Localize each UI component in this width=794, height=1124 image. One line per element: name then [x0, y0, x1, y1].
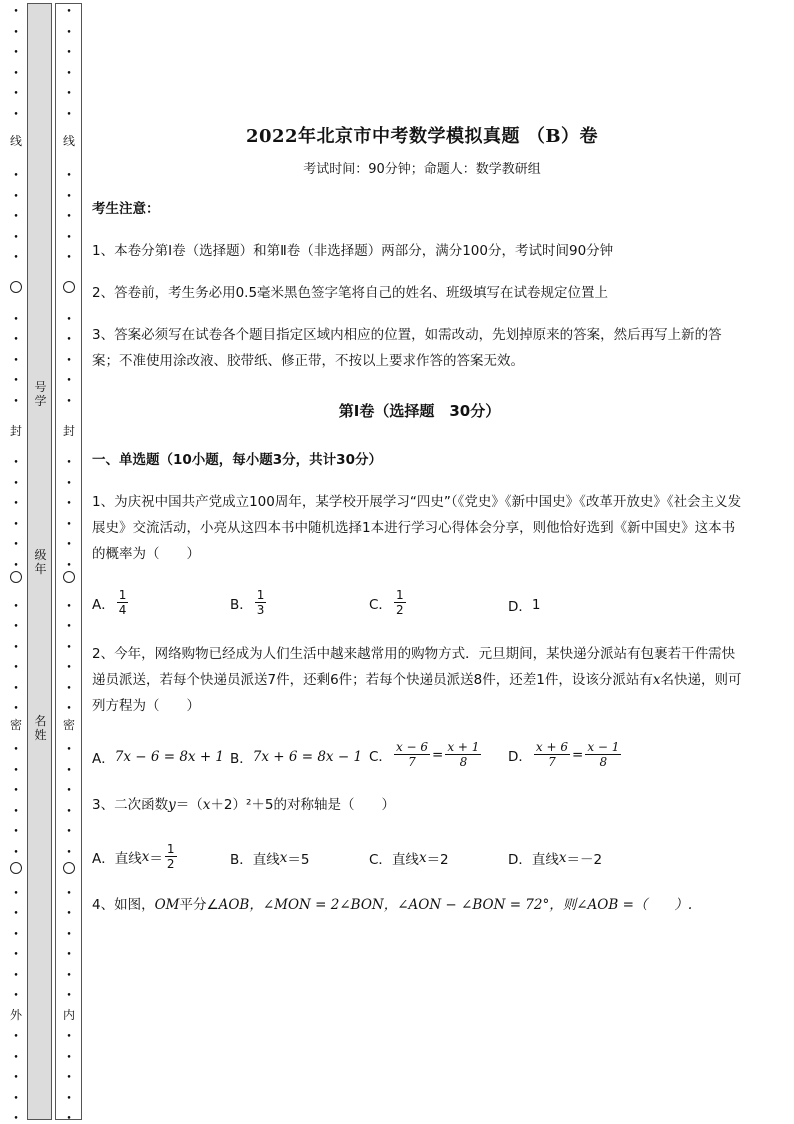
- binding-dot: •: [66, 888, 72, 899]
- binding-dot: •: [66, 27, 72, 38]
- q2-option-c: C． $\frac{x - 6}{7}$ = $\frac{x + 1}{8}$: [369, 740, 480, 769]
- binding-dot: •: [13, 48, 19, 58]
- part-heading: 一、单选题（10小题，每小题3分，共计30分）: [92, 452, 382, 468]
- fraction: $\frac{x - 6}{7}$: [395, 740, 429, 769]
- question-3-stem: 3、二次函数y＝（x＋2）²＋5的对称轴是（ ）: [92, 797, 395, 813]
- binding-dot: •: [66, 704, 72, 714]
- binding-dot: •: [13, 1032, 19, 1042]
- binding-dot: •: [66, 109, 72, 120]
- binding-dot: •: [13, 396, 19, 407]
- binding-dot: •: [13, 478, 19, 489]
- question-1-stem: 1、为庆祝中国共产党成立100周年，某学校开展学习“四史”（《党史》《新中国史》《改革开放史》《社会主义发展史》交流活动，小亮从这四本书中随机选择1本进行学习心得体会分享，则他恰好选到《新中国史》这本书的概率为（ ）: [92, 494, 742, 562]
- binding-dot: •: [66, 89, 72, 99]
- section-title: 第I卷（选择题 30分）: [338, 402, 501, 420]
- fraction: $\frac{x + 6}{7}$: [535, 740, 568, 769]
- binding-dot: •: [13, 663, 19, 673]
- binding-dot: •: [13, 232, 19, 243]
- binding-dot: •: [66, 786, 72, 796]
- binding-dot: •: [13, 745, 19, 755]
- binding-dot: •: [13, 642, 19, 653]
- binding-dot: •: [13, 929, 19, 940]
- binding-dot: •: [66, 48, 72, 58]
- binding-dot: •: [66, 212, 72, 222]
- binding-dot: •: [13, 847, 19, 858]
- binding-dot: •: [66, 929, 72, 940]
- q2-option-d: D． $\frac{x + 6}{7}$ = $\frac{x - 1}{8}$: [508, 740, 620, 769]
- binding-dot: •: [13, 212, 19, 222]
- binding-dot: •: [66, 683, 72, 694]
- binding-dot: •: [13, 970, 19, 981]
- binding-inner-word: 封: [62, 424, 75, 438]
- binding-dot: •: [13, 622, 19, 632]
- notice-heading: 考生注意：: [92, 201, 160, 217]
- fraction: $\frac{1}{2}$: [395, 588, 404, 617]
- q3-option-a: A． 直线 x ＝ $\frac{1}{2}$: [92, 842, 175, 871]
- binding-dot: •: [66, 663, 72, 673]
- binding-outer-word: 封: [9, 424, 22, 438]
- binding-outer-word: 线: [9, 134, 22, 148]
- binding-dot: •: [66, 7, 72, 17]
- binding-dot: •: [13, 458, 19, 468]
- binding-dot: •: [13, 171, 19, 181]
- binding-dot: •: [66, 765, 72, 776]
- binding-circle-icon: [63, 862, 75, 874]
- binding-dot: •: [13, 683, 19, 694]
- binding-dot: •: [66, 806, 72, 817]
- binding-dot: •: [13, 7, 19, 17]
- binding-dot: •: [13, 1114, 19, 1124]
- page-subtitle: 考试时间：90分钟；命题人：数学教研组: [303, 162, 541, 177]
- binding-inner-word: 密: [62, 718, 75, 732]
- binding-dot: •: [66, 970, 72, 981]
- binding-dot: •: [66, 1093, 72, 1104]
- binding-dot: •: [13, 1093, 19, 1104]
- q3-option-d: D． 直线 x ＝－2: [508, 850, 603, 868]
- binding-dot: •: [66, 1073, 72, 1083]
- question-4-stem: 4、如图，OM平分∠AOB，∠MON = 2∠BON，∠AON − ∠BON = 72°，则∠AOB =（ ）.: [92, 897, 693, 913]
- q1-option-a: A． $\frac{1}{4}$: [92, 588, 127, 617]
- binding-dot: •: [66, 478, 72, 489]
- q2-option-a: A． 7x − 6 = 8x + 1: [92, 749, 225, 767]
- binding-dot: •: [13, 909, 19, 919]
- binding-dot: •: [13, 68, 19, 79]
- binding-dot: •: [13, 499, 19, 509]
- binding-dot: •: [66, 909, 72, 919]
- binding-dot: •: [66, 991, 72, 1001]
- binding-dot: •: [66, 355, 72, 366]
- binding-dot-column-inner: [62, 0, 76, 1123]
- notice-item-3: 3、答案必须写在试卷各个题目指定区域内相应的位置，如需改动，先划掉原来的答案，然后再写上新的答案；不准使用涂改液、胶带纸、修正带，不按以上要求作答的答案无效。: [92, 327, 722, 369]
- binding-dot: •: [66, 1052, 72, 1063]
- fraction: $\frac{1}{3}$: [256, 588, 265, 617]
- binding-dot: •: [66, 396, 72, 407]
- binding-dot: •: [13, 888, 19, 899]
- binding-dot: •: [66, 601, 72, 612]
- q2-option-b: B． 7x + 6 = 8x − 1: [230, 749, 363, 767]
- fraction: $\frac{x + 1}{8}$: [447, 740, 480, 769]
- notice-item-1: 1、本卷分第I卷（选择题）和第Ⅱ卷（非选择题）两部分，满分100分，考试时间90分钟: [92, 243, 614, 259]
- binding-outer-word: 外: [9, 1008, 22, 1022]
- binding-dot: •: [66, 1032, 72, 1042]
- binding-dot: •: [13, 786, 19, 796]
- fraction: $\frac{x - 1}{8}$: [587, 740, 620, 769]
- q1-option-d: D． 1: [508, 597, 541, 615]
- binding-dot: •: [66, 622, 72, 632]
- binding-dot: •: [13, 1052, 19, 1063]
- binding-circle-icon: [10, 281, 22, 293]
- binding-circle-icon: [63, 571, 75, 583]
- binding-dot: •: [13, 704, 19, 714]
- q1-option-b: B． $\frac{1}{3}$: [230, 588, 265, 617]
- binding-dot: •: [66, 519, 72, 530]
- binding-dot: •: [66, 253, 72, 263]
- label-student-number: 号学: [34, 380, 47, 408]
- binding-dot: •: [13, 1073, 19, 1083]
- binding-dot: •: [13, 827, 19, 837]
- binding-circle-icon: [10, 571, 22, 583]
- binding-dot: •: [13, 109, 19, 120]
- binding-dot: •: [13, 560, 19, 571]
- binding-dot: •: [13, 601, 19, 612]
- binding-dot: •: [66, 540, 72, 550]
- binding-dot: •: [13, 314, 19, 325]
- binding-dot: •: [13, 89, 19, 99]
- binding-circle-icon: [63, 281, 75, 293]
- binding-outer-word: 密: [9, 718, 22, 732]
- binding-dot: •: [13, 355, 19, 366]
- label-name: 名姓: [34, 714, 47, 742]
- question-2-stem: 2、今年，网络购物已经成为人们生活中越来越常用的购物方式．元旦期间，某快递分派站有包裹若干件需快递员派送，若每个快递员派送7件，还剩6件；若每个快递员派送8件，还差1件，设该分派站有x名快递，则可列方程为（ ）: [92, 646, 742, 714]
- binding-dot: •: [13, 335, 19, 345]
- binding-strip: [27, 3, 52, 1120]
- binding-dot: •: [66, 232, 72, 243]
- binding-dot: •: [66, 745, 72, 755]
- binding-dot: •: [66, 68, 72, 79]
- label-grade: 级年: [34, 548, 47, 576]
- binding-dot: •: [66, 458, 72, 468]
- binding-dot: •: [66, 642, 72, 653]
- binding-dot: •: [13, 519, 19, 530]
- binding-dot: •: [66, 560, 72, 571]
- binding-dot: •: [13, 540, 19, 550]
- binding-dot: •: [66, 335, 72, 345]
- q1-option-c: C． $\frac{1}{2}$: [369, 588, 404, 617]
- binding-dot: •: [66, 847, 72, 858]
- binding-dot: •: [66, 827, 72, 837]
- binding-dot: •: [13, 376, 19, 386]
- binding-dot: •: [13, 27, 19, 38]
- binding-dot: •: [13, 191, 19, 202]
- notice-item-2: 2、答卷前，考生务必用0.5毫米黑色签字笔将自己的姓名、班级填写在试卷规定位置上: [92, 285, 609, 301]
- fraction: $\frac{1}{2}$: [166, 842, 175, 871]
- binding-dot: •: [13, 950, 19, 960]
- page-title: 2022年北京市中考数学模拟真题 （B）卷: [245, 126, 599, 147]
- binding-inner-word: 内: [62, 1008, 75, 1022]
- binding-dot-column-outer: [9, 0, 23, 1123]
- binding-dot: •: [66, 950, 72, 960]
- binding-dot: •: [66, 171, 72, 181]
- binding-dot: •: [13, 806, 19, 817]
- binding-dot: •: [13, 253, 19, 263]
- binding-dot: •: [66, 499, 72, 509]
- binding-dot: •: [13, 991, 19, 1001]
- q3-option-c: C． 直线 x ＝2: [369, 850, 449, 868]
- binding-dot: •: [66, 314, 72, 325]
- binding-dot: •: [66, 376, 72, 386]
- binding-circle-icon: [10, 862, 22, 874]
- binding-dot: •: [66, 191, 72, 202]
- fraction: $\frac{1}{4}$: [118, 588, 127, 617]
- binding-dot: •: [66, 1114, 72, 1124]
- binding-dot: •: [13, 765, 19, 776]
- binding-inner-word: 线: [62, 134, 75, 148]
- q3-option-b: B． 直线 x ＝5: [230, 850, 310, 868]
